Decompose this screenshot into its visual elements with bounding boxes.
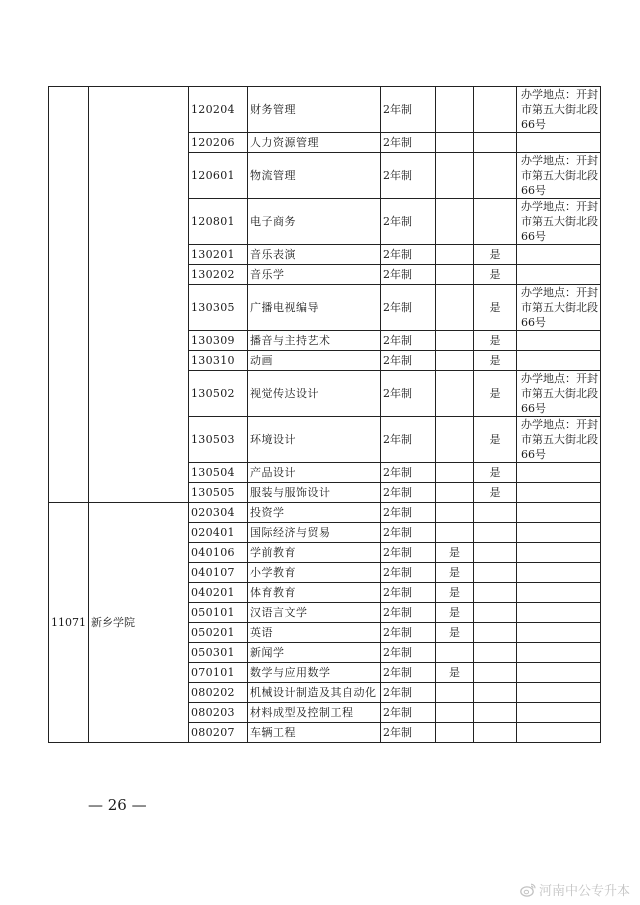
flag1-cell: 是 bbox=[436, 623, 474, 643]
flag2-cell bbox=[474, 643, 517, 663]
flag1-cell bbox=[436, 523, 474, 543]
major-code-cell: 130505 bbox=[189, 483, 248, 503]
duration-cell: 2年制 bbox=[381, 703, 436, 723]
flag2-cell: 是 bbox=[474, 463, 517, 483]
flag2-cell bbox=[474, 703, 517, 723]
major-code-cell: 080203 bbox=[189, 703, 248, 723]
flag2-cell bbox=[474, 199, 517, 245]
note-cell bbox=[517, 133, 601, 153]
flag2-cell bbox=[474, 723, 517, 743]
program-table bbox=[48, 86, 601, 743]
flag2-cell: 是 bbox=[474, 285, 517, 331]
note-cell: 办学地点：开封市第五大街北段66号 bbox=[517, 285, 601, 331]
flag2-cell bbox=[474, 623, 517, 643]
flag2-cell bbox=[474, 87, 517, 133]
flag1-cell bbox=[436, 371, 474, 417]
major-name-cell: 音乐表演 bbox=[248, 245, 381, 265]
major-name-cell: 服装与服饰设计 bbox=[248, 483, 381, 503]
flag2-cell bbox=[474, 523, 517, 543]
flag2-cell bbox=[474, 583, 517, 603]
major-code-cell: 120801 bbox=[189, 199, 248, 245]
note-cell bbox=[517, 483, 601, 503]
major-name-cell: 车辆工程 bbox=[248, 723, 381, 743]
note-cell bbox=[517, 723, 601, 743]
duration-cell: 2年制 bbox=[381, 463, 436, 483]
flag2-cell bbox=[474, 663, 517, 683]
major-code-cell: 130503 bbox=[189, 417, 248, 463]
major-code-cell: 080207 bbox=[189, 723, 248, 743]
major-code-cell: 130202 bbox=[189, 265, 248, 285]
note-cell bbox=[517, 643, 601, 663]
major-code-cell: 120601 bbox=[189, 153, 248, 199]
flag1-cell: 是 bbox=[436, 663, 474, 683]
major-name-cell: 播音与主持艺术 bbox=[248, 331, 381, 351]
page-number: — 26 — bbox=[88, 796, 147, 814]
flag1-cell bbox=[436, 703, 474, 723]
major-name-cell: 动画 bbox=[248, 351, 381, 371]
flag1-cell bbox=[436, 503, 474, 523]
flag1-cell bbox=[436, 133, 474, 153]
note-cell: 办学地点：开封市第五大街北段66号 bbox=[517, 371, 601, 417]
duration-cell: 2年制 bbox=[381, 683, 436, 703]
flag2-cell bbox=[474, 683, 517, 703]
major-code-cell: 130502 bbox=[189, 371, 248, 417]
flag1-cell: 是 bbox=[436, 563, 474, 583]
duration-cell: 2年制 bbox=[381, 371, 436, 417]
flag1-cell bbox=[436, 245, 474, 265]
flag2-cell bbox=[474, 563, 517, 583]
major-code-cell: 040107 bbox=[189, 563, 248, 583]
duration-cell: 2年制 bbox=[381, 133, 436, 153]
note-cell: 办学地点：开封市第五大街北段66号 bbox=[517, 153, 601, 199]
duration-cell: 2年制 bbox=[381, 245, 436, 265]
note-cell bbox=[517, 683, 601, 703]
flag1-cell bbox=[436, 683, 474, 703]
duration-cell: 2年制 bbox=[381, 603, 436, 623]
duration-cell: 2年制 bbox=[381, 483, 436, 503]
weibo-icon bbox=[520, 883, 536, 897]
flag1-cell bbox=[436, 331, 474, 351]
major-name-cell: 环境设计 bbox=[248, 417, 381, 463]
flag2-cell: 是 bbox=[474, 483, 517, 503]
note-cell bbox=[517, 245, 601, 265]
note-cell bbox=[517, 623, 601, 643]
note-cell bbox=[517, 463, 601, 483]
flag1-cell bbox=[436, 87, 474, 133]
flag1-cell bbox=[436, 483, 474, 503]
major-name-cell: 产品设计 bbox=[248, 463, 381, 483]
major-name-cell: 音乐学 bbox=[248, 265, 381, 285]
flag2-cell: 是 bbox=[474, 351, 517, 371]
major-name-cell: 电子商务 bbox=[248, 199, 381, 245]
major-name-cell: 投资学 bbox=[248, 503, 381, 523]
major-code-cell: 130201 bbox=[189, 245, 248, 265]
flag1-cell: 是 bbox=[436, 583, 474, 603]
major-code-cell: 050101 bbox=[189, 603, 248, 623]
flag1-cell bbox=[436, 463, 474, 483]
note-cell bbox=[517, 331, 601, 351]
duration-cell: 2年制 bbox=[381, 723, 436, 743]
duration-cell: 2年制 bbox=[381, 153, 436, 199]
flag1-cell: 是 bbox=[436, 543, 474, 563]
duration-cell: 2年制 bbox=[381, 623, 436, 643]
flag2-cell bbox=[474, 133, 517, 153]
flag1-cell bbox=[436, 199, 474, 245]
flag2-cell bbox=[474, 543, 517, 563]
major-code-cell: 050301 bbox=[189, 643, 248, 663]
flag1-cell bbox=[436, 285, 474, 331]
major-name-cell: 广播电视编导 bbox=[248, 285, 381, 331]
major-name-cell: 数学与应用数学 bbox=[248, 663, 381, 683]
school-name-cell bbox=[89, 87, 189, 503]
flag1-cell bbox=[436, 153, 474, 199]
major-name-cell: 学前教育 bbox=[248, 543, 381, 563]
note-cell bbox=[517, 351, 601, 371]
flag1-cell bbox=[436, 351, 474, 371]
duration-cell: 2年制 bbox=[381, 199, 436, 245]
flag1-cell bbox=[436, 417, 474, 463]
major-name-cell: 新闻学 bbox=[248, 643, 381, 663]
major-code-cell: 020304 bbox=[189, 503, 248, 523]
major-code-cell: 130310 bbox=[189, 351, 248, 371]
duration-cell: 2年制 bbox=[381, 663, 436, 683]
major-code-cell: 080202 bbox=[189, 683, 248, 703]
duration-cell: 2年制 bbox=[381, 285, 436, 331]
major-name-cell: 小学教育 bbox=[248, 563, 381, 583]
flag2-cell bbox=[474, 153, 517, 199]
major-code-cell: 040201 bbox=[189, 583, 248, 603]
major-code-cell: 120204 bbox=[189, 87, 248, 133]
flag1-cell bbox=[436, 643, 474, 663]
flag2-cell: 是 bbox=[474, 417, 517, 463]
school-name-cell: 新乡学院 bbox=[89, 503, 189, 743]
note-cell bbox=[517, 563, 601, 583]
duration-cell: 2年制 bbox=[381, 583, 436, 603]
note-cell bbox=[517, 523, 601, 543]
flag2-cell bbox=[474, 503, 517, 523]
watermark-text: 河南中公专升本 bbox=[538, 884, 630, 899]
flag2-cell: 是 bbox=[474, 245, 517, 265]
flag1-cell: 是 bbox=[436, 603, 474, 623]
duration-cell: 2年制 bbox=[381, 265, 436, 285]
note-cell bbox=[517, 265, 601, 285]
major-name-cell: 视觉传达设计 bbox=[248, 371, 381, 417]
flag2-cell bbox=[474, 603, 517, 623]
major-code-cell: 020401 bbox=[189, 523, 248, 543]
major-code-cell: 040106 bbox=[189, 543, 248, 563]
major-name-cell: 汉语言文学 bbox=[248, 603, 381, 623]
duration-cell: 2年制 bbox=[381, 503, 436, 523]
major-code-cell: 070101 bbox=[189, 663, 248, 683]
duration-cell: 2年制 bbox=[381, 643, 436, 663]
duration-cell: 2年制 bbox=[381, 417, 436, 463]
duration-cell: 2年制 bbox=[381, 351, 436, 371]
major-code-cell: 120206 bbox=[189, 133, 248, 153]
duration-cell: 2年制 bbox=[381, 87, 436, 133]
flag2-cell: 是 bbox=[474, 331, 517, 351]
major-name-cell: 财务管理 bbox=[248, 87, 381, 133]
note-cell bbox=[517, 583, 601, 603]
note-cell bbox=[517, 603, 601, 623]
major-name-cell: 体育教育 bbox=[248, 583, 381, 603]
note-cell: 办学地点：开封市第五大街北段66号 bbox=[517, 417, 601, 463]
major-name-cell: 国际经济与贸易 bbox=[248, 523, 381, 543]
duration-cell: 2年制 bbox=[381, 563, 436, 583]
flag2-cell: 是 bbox=[474, 371, 517, 417]
note-cell: 办学地点：开封市第五大街北段66号 bbox=[517, 199, 601, 245]
major-code-cell: 130504 bbox=[189, 463, 248, 483]
flag1-cell bbox=[436, 723, 474, 743]
duration-cell: 2年制 bbox=[381, 543, 436, 563]
flag2-cell: 是 bbox=[474, 265, 517, 285]
school-code-cell: 11071 bbox=[49, 503, 89, 743]
note-cell bbox=[517, 703, 601, 723]
note-cell: 办学地点：开封市第五大街北段66号 bbox=[517, 87, 601, 133]
duration-cell: 2年制 bbox=[381, 523, 436, 543]
major-name-cell: 材料成型及控制工程 bbox=[248, 703, 381, 723]
major-code-cell: 130305 bbox=[189, 285, 248, 331]
major-name-cell: 物流管理 bbox=[248, 153, 381, 199]
major-code-cell: 130309 bbox=[189, 331, 248, 351]
table-row bbox=[49, 503, 601, 523]
flag1-cell bbox=[436, 265, 474, 285]
watermark bbox=[520, 880, 630, 899]
table-row bbox=[49, 87, 601, 133]
major-name-cell: 机械设计制造及其自动化 bbox=[248, 683, 381, 703]
major-name-cell: 人力资源管理 bbox=[248, 133, 381, 153]
school-code-cell bbox=[49, 87, 89, 503]
major-code-cell: 050201 bbox=[189, 623, 248, 643]
major-name-cell: 英语 bbox=[248, 623, 381, 643]
duration-cell: 2年制 bbox=[381, 331, 436, 351]
note-cell bbox=[517, 543, 601, 563]
note-cell bbox=[517, 663, 601, 683]
note-cell bbox=[517, 503, 601, 523]
